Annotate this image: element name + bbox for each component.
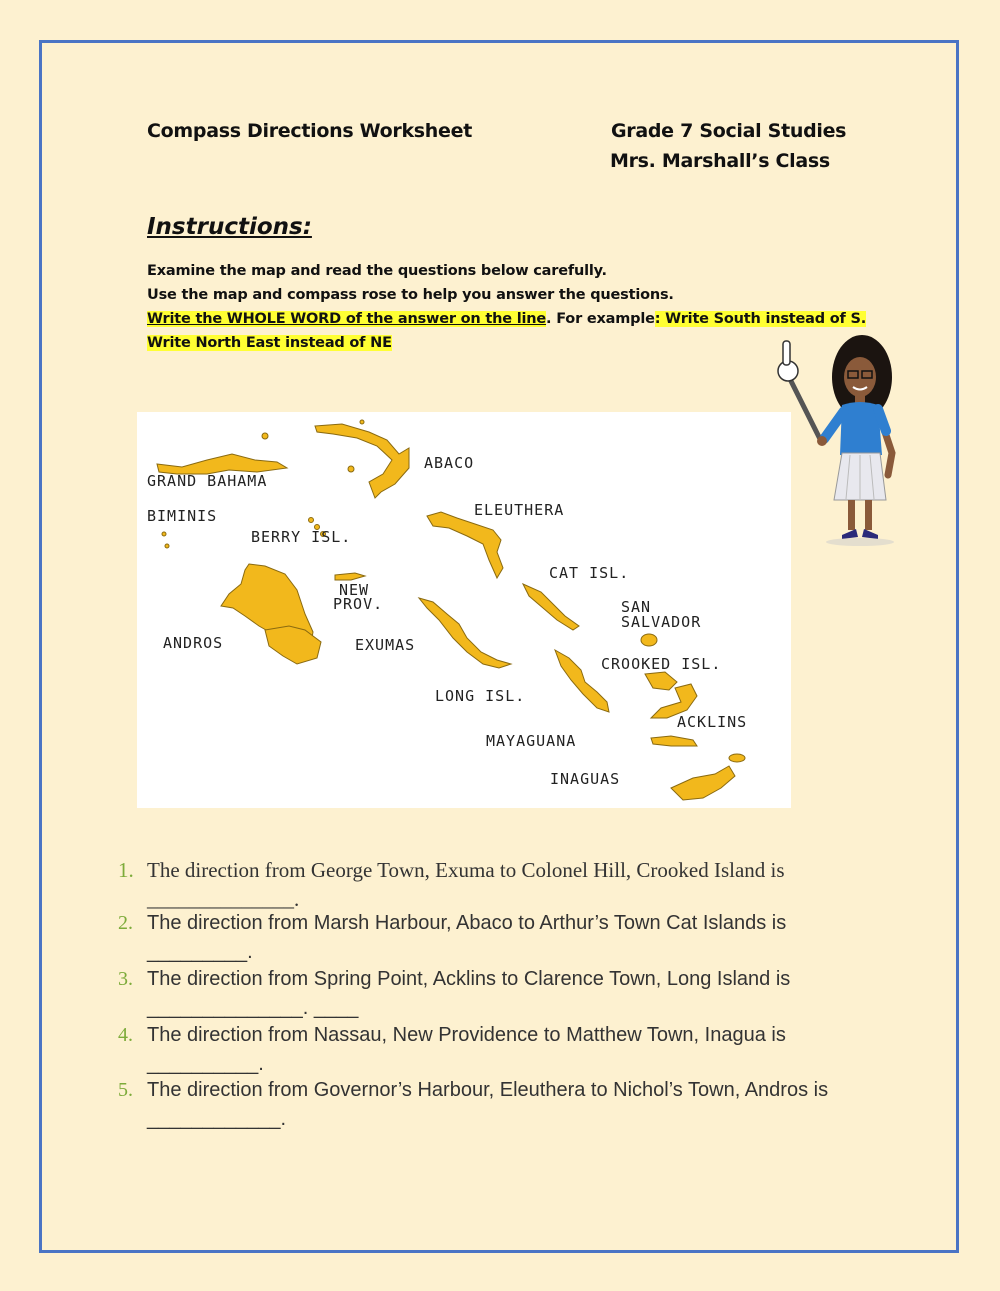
teacher-avatar-image	[770, 335, 915, 550]
label-mayaguana: MAYAGUANA	[486, 732, 577, 750]
instruction-line-3	[147, 311, 866, 327]
question-text: The direction from Nassau, New Providence to Matthew Town, Inagua is	[147, 1024, 786, 1046]
island-mayaguana	[651, 736, 697, 746]
label-acklins: ACKLINS	[677, 713, 748, 731]
label-prov: PROV.	[333, 595, 384, 613]
label-berry: BERRY ISL.	[251, 528, 352, 546]
instruction-example-northeast: Write North East instead of NE	[147, 335, 392, 351]
instruction-line-1: Examine the map and read the questions below carefully.	[147, 263, 607, 279]
label-crooked: CROOKED ISL.	[601, 655, 722, 673]
question-number: 3.	[118, 968, 133, 990]
question-number: 1.	[118, 858, 134, 882]
label-inaguas: INAGUAS	[550, 770, 621, 788]
instruction-line-2: Use the map and compass rose to help you answer the questions.	[147, 287, 674, 303]
island-crooked	[645, 672, 677, 690]
instructions-heading: Instructions:	[147, 214, 312, 240]
island-new-providence	[335, 573, 365, 580]
label-exumas: EXUMAS	[355, 636, 416, 654]
answer-blank[interactable]: _________.	[147, 941, 253, 963]
answer-blank[interactable]: __________.	[147, 1053, 264, 1075]
island-grand-bahama	[157, 454, 287, 474]
question-text: The direction from Governor’s Harbour, Eleuthera to Nichol’s Town, Andros is	[147, 1079, 829, 1101]
instruction-example-south: : Write South instead of S.	[654, 311, 867, 327]
answer-blank[interactable]: ______________. ____	[147, 997, 359, 1019]
bahamas-map	[137, 412, 791, 808]
label-salvador: SALVADOR	[621, 613, 702, 631]
island-abaco	[315, 424, 409, 498]
question-number: 5.	[118, 1079, 133, 1101]
island-eleuthera	[427, 512, 503, 578]
island-inaguas	[671, 766, 735, 800]
question-number: 4.	[118, 1024, 133, 1046]
instruction-line-4	[147, 335, 392, 351]
label-new: NEW	[339, 581, 370, 599]
label-long: LONG ISL.	[435, 687, 526, 705]
answer-blank[interactable]: ____________.	[147, 1108, 287, 1130]
grade-label: Grade 7 Social Studies	[611, 120, 847, 142]
label-cat: CAT ISL.	[549, 564, 630, 582]
island-cat	[523, 584, 579, 630]
worksheet-title: Compass Directions Worksheet	[147, 120, 472, 142]
pointer-stick	[788, 375, 822, 443]
instruction-for-example: . For example	[546, 311, 655, 327]
label-eleuthera: ELEUTHERA	[474, 501, 565, 519]
label-andros: ANDROS	[163, 634, 224, 652]
question-text: The direction from George Town, Exuma to Colonel Hill, Crooked Island is	[147, 858, 785, 882]
label-grand-bahama: GRAND BAHAMA	[147, 472, 268, 490]
label-abaco: ABACO	[424, 454, 475, 472]
answer-blank[interactable]: ______________.	[147, 887, 300, 911]
instruction-highlight-whole-word: Write the WHOLE WORD of the answer on the line	[147, 311, 547, 327]
teacher-class-label: Mrs. Marshall’s Class	[610, 150, 830, 172]
label-biminis: BIMINIS	[147, 507, 218, 525]
question-number: 2.	[118, 912, 133, 934]
question-text: The direction from Marsh Harbour, Abaco to Arthur’s Town Cat Islands is	[147, 912, 787, 934]
question-text: The direction from Spring Point, Acklins to Clarence Town, Long Island is	[147, 968, 791, 990]
label-san: SAN	[621, 598, 652, 616]
island-exumas	[419, 598, 511, 668]
